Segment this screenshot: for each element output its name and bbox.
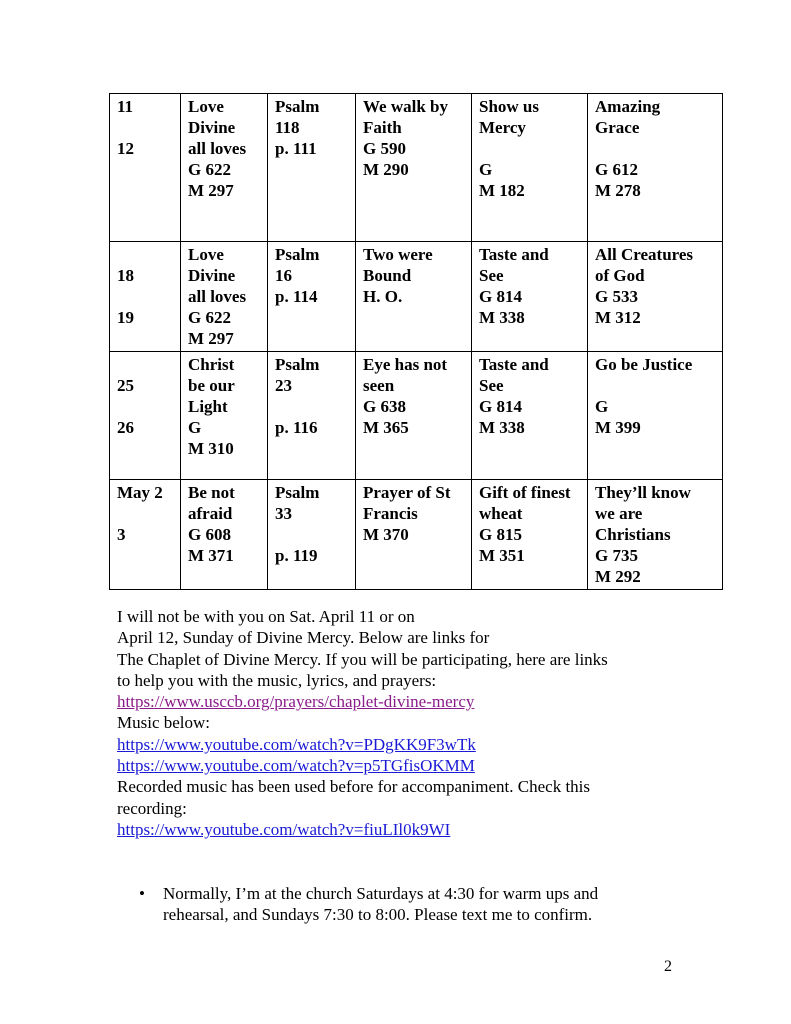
- table-cell-song: Taste and See G 814 M 338: [472, 352, 588, 480]
- table-cell-song: Be not afraid G 608 M 371: [181, 480, 268, 590]
- table-cell-song: Amazing Grace G 612 M 278: [588, 94, 723, 242]
- note-line: Recorded music has been used before for accompaniment. Check this: [117, 777, 591, 797]
- youtube-link-3[interactable]: https://www.youtube.com/watch?v=fiuLIl0k9WI: [117, 819, 451, 839]
- table-row: [110, 352, 723, 480]
- table-cell-song: Gift of finest wheat G 815 M 351: [472, 480, 588, 590]
- youtube-link-2[interactable]: https://www.youtube.com/watch?v=p5TGfisOKMM: [117, 756, 475, 776]
- note-line: The Chaplet of Divine Mercy. If you will be participating, here are links: [117, 649, 608, 669]
- table-cell-song: Christ be our Light G M 310: [181, 352, 268, 480]
- table-cell-song: All Creatures of God G 533 M 312: [588, 242, 723, 352]
- table-cell-song: Love Divine all loves G 622 M 297: [181, 242, 268, 352]
- bullet-line: Normally, I’m at the church Saturdays at 4:30 for warm ups and: [163, 884, 599, 903]
- table-cell-song: We walk by Faith G 590 M 290: [356, 94, 472, 242]
- table-cell-song: Prayer of St Francis M 370: [356, 480, 472, 590]
- table-cell-song: Two were Bound H. O.: [356, 242, 472, 352]
- bullet-text: [163, 883, 703, 926]
- table-row: [110, 242, 723, 352]
- table-cell-dates: 18 19: [110, 242, 181, 352]
- table-cell-psalm: Psalm 23 p. 116: [268, 352, 356, 480]
- usccb-chaplet-link[interactable]: https://www.usccb.org/prayers/chaplet-divine-mercy: [117, 692, 475, 712]
- bullet-icon: •: [139, 884, 145, 903]
- note-line: I will not be with you on Sat. April 11 or on: [117, 607, 415, 626]
- bullet-line: rehearsal, and Sundays 7:30 to 8:00. Please text me to confirm.: [163, 905, 593, 925]
- note-line: to help you with the music, lyrics, and prayers:: [117, 670, 437, 690]
- table-cell-song: Love Divine all loves G 622 M 297: [181, 94, 268, 242]
- table-cell-psalm: Psalm 16 p. 114: [268, 242, 356, 352]
- youtube-link-1[interactable]: https://www.youtube.com/watch?v=PDgKK9F3wTk: [117, 734, 476, 754]
- notes-section: [117, 606, 717, 840]
- table-cell-dates: May 2 3: [110, 480, 181, 590]
- page-number: 2: [664, 958, 672, 975]
- table-row: [110, 94, 723, 242]
- music-below-label: Music below:: [117, 713, 211, 733]
- music-schedule-table: [109, 93, 723, 590]
- table-cell-psalm: Psalm 118 p. 111: [268, 94, 356, 242]
- table-cell-song: They’ll know we are Christians G 735 M 292: [588, 480, 723, 590]
- note-line: recording:: [117, 798, 187, 818]
- table-cell-dates: 11 12: [110, 94, 181, 242]
- table-cell-song: Go be Justice G M 399: [588, 352, 723, 480]
- table-cell-song: Show us Mercy G M 182: [472, 94, 588, 242]
- table-cell-song: Eye has not seen G 638 M 365: [356, 352, 472, 480]
- note-line: April 12, Sunday of Divine Mercy. Below are links for: [117, 628, 490, 648]
- table-cell-psalm: Psalm 33 p. 119: [268, 480, 356, 590]
- table-row: [110, 480, 723, 590]
- table-cell-song: Taste and See G 814 M 338: [472, 242, 588, 352]
- table-cell-dates: 25 26: [110, 352, 181, 480]
